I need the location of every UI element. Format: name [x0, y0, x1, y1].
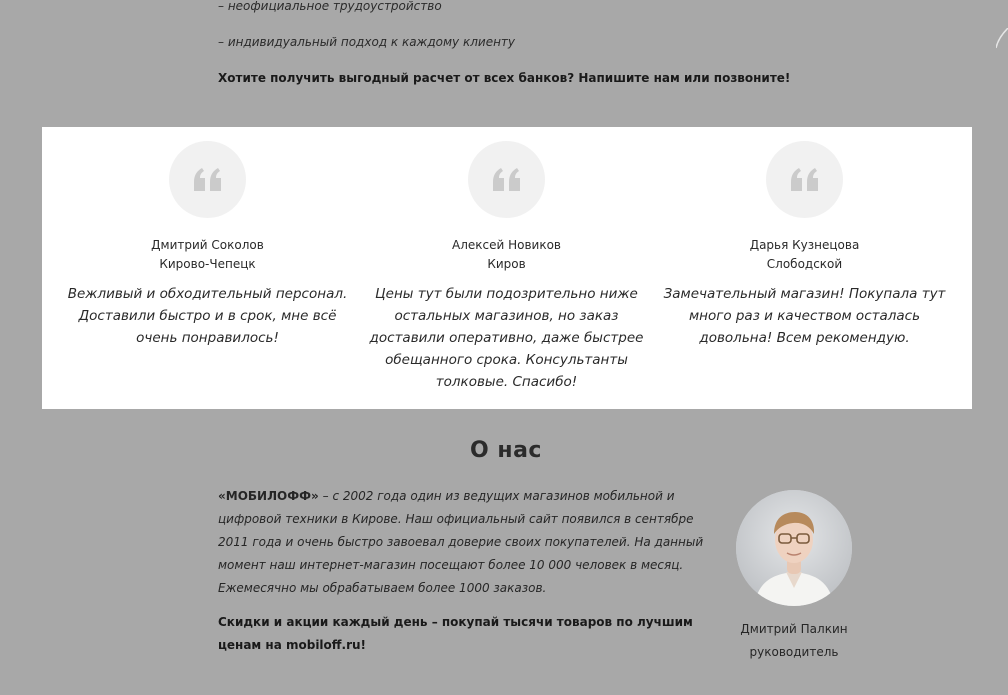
quote-icon — [491, 167, 523, 193]
benefit-line: – индивидуальный подход к каждому клиенту — [218, 35, 516, 49]
about-title: О нас — [470, 438, 542, 463]
reviewer-city: Слободской — [766, 257, 843, 271]
about-description — [218, 485, 706, 600]
benefit-line: – неофициальное трудоустройство — [218, 0, 442, 13]
review-text: Замечательный магазин! Покупала тут много раз и качеством осталась довольна! Всем рекомендую. — [663, 286, 946, 346]
edge-decoration — [996, 28, 1008, 68]
review-card — [655, 127, 954, 349]
owner-role: руководитель — [749, 645, 839, 659]
reviewer-city: Кирово-Чепецк — [159, 257, 256, 271]
quote-icon — [789, 167, 821, 193]
reviewer-name: Алексей Новиков — [451, 238, 561, 252]
quote-icon — [192, 167, 224, 193]
quote-badge — [169, 141, 246, 218]
about-description-text: – с 2002 года один из ведущих магазинов мобильной и цифровой техники в Кирове. Наш официальный сайт появился в сентябре 2011 года и очень быстро завоевал доверие своих покупателей. На данный момент наш интернет-магазин посещают более 10 000 человек в месяц. Ежемесячно мы обрабатываем более 1000 заказов. — [218, 489, 704, 595]
reviewer-name: Дмитрий Соколов — [151, 238, 264, 252]
avatar — [736, 490, 852, 606]
quote-badge — [468, 141, 545, 218]
review-text: Вежливый и обходительный персонал. Доставили быстро и в срок, мне всё очень понравилось! — [67, 286, 348, 346]
reviewer-name: Дарья Кузнецова — [749, 238, 860, 252]
owner-name: Дмитрий Палкин — [740, 622, 848, 636]
avatar-photo — [736, 490, 852, 606]
call-to-action-text: Хотите получить выгодный расчет от всех банков? Напишите нам или позвоните! — [218, 71, 791, 85]
review-card — [357, 127, 656, 393]
brand-name: «МОБИЛОФФ» — [218, 489, 319, 503]
reviews-section — [42, 127, 972, 409]
promo-text: Скидки и акции каждый день – покупай тысячи товаров по лучшим ценам на mobiloff.ru! — [218, 615, 693, 652]
review-card — [58, 127, 357, 349]
review-text: Цены тут были подозрительно ниже остальных магазинов, но заказ доставили оперативно, даже быстрее обещанного срока. Консультанты толковые. Спасибо! — [369, 286, 644, 390]
reviewer-city: Киров — [487, 257, 526, 271]
quote-badge — [766, 141, 843, 218]
